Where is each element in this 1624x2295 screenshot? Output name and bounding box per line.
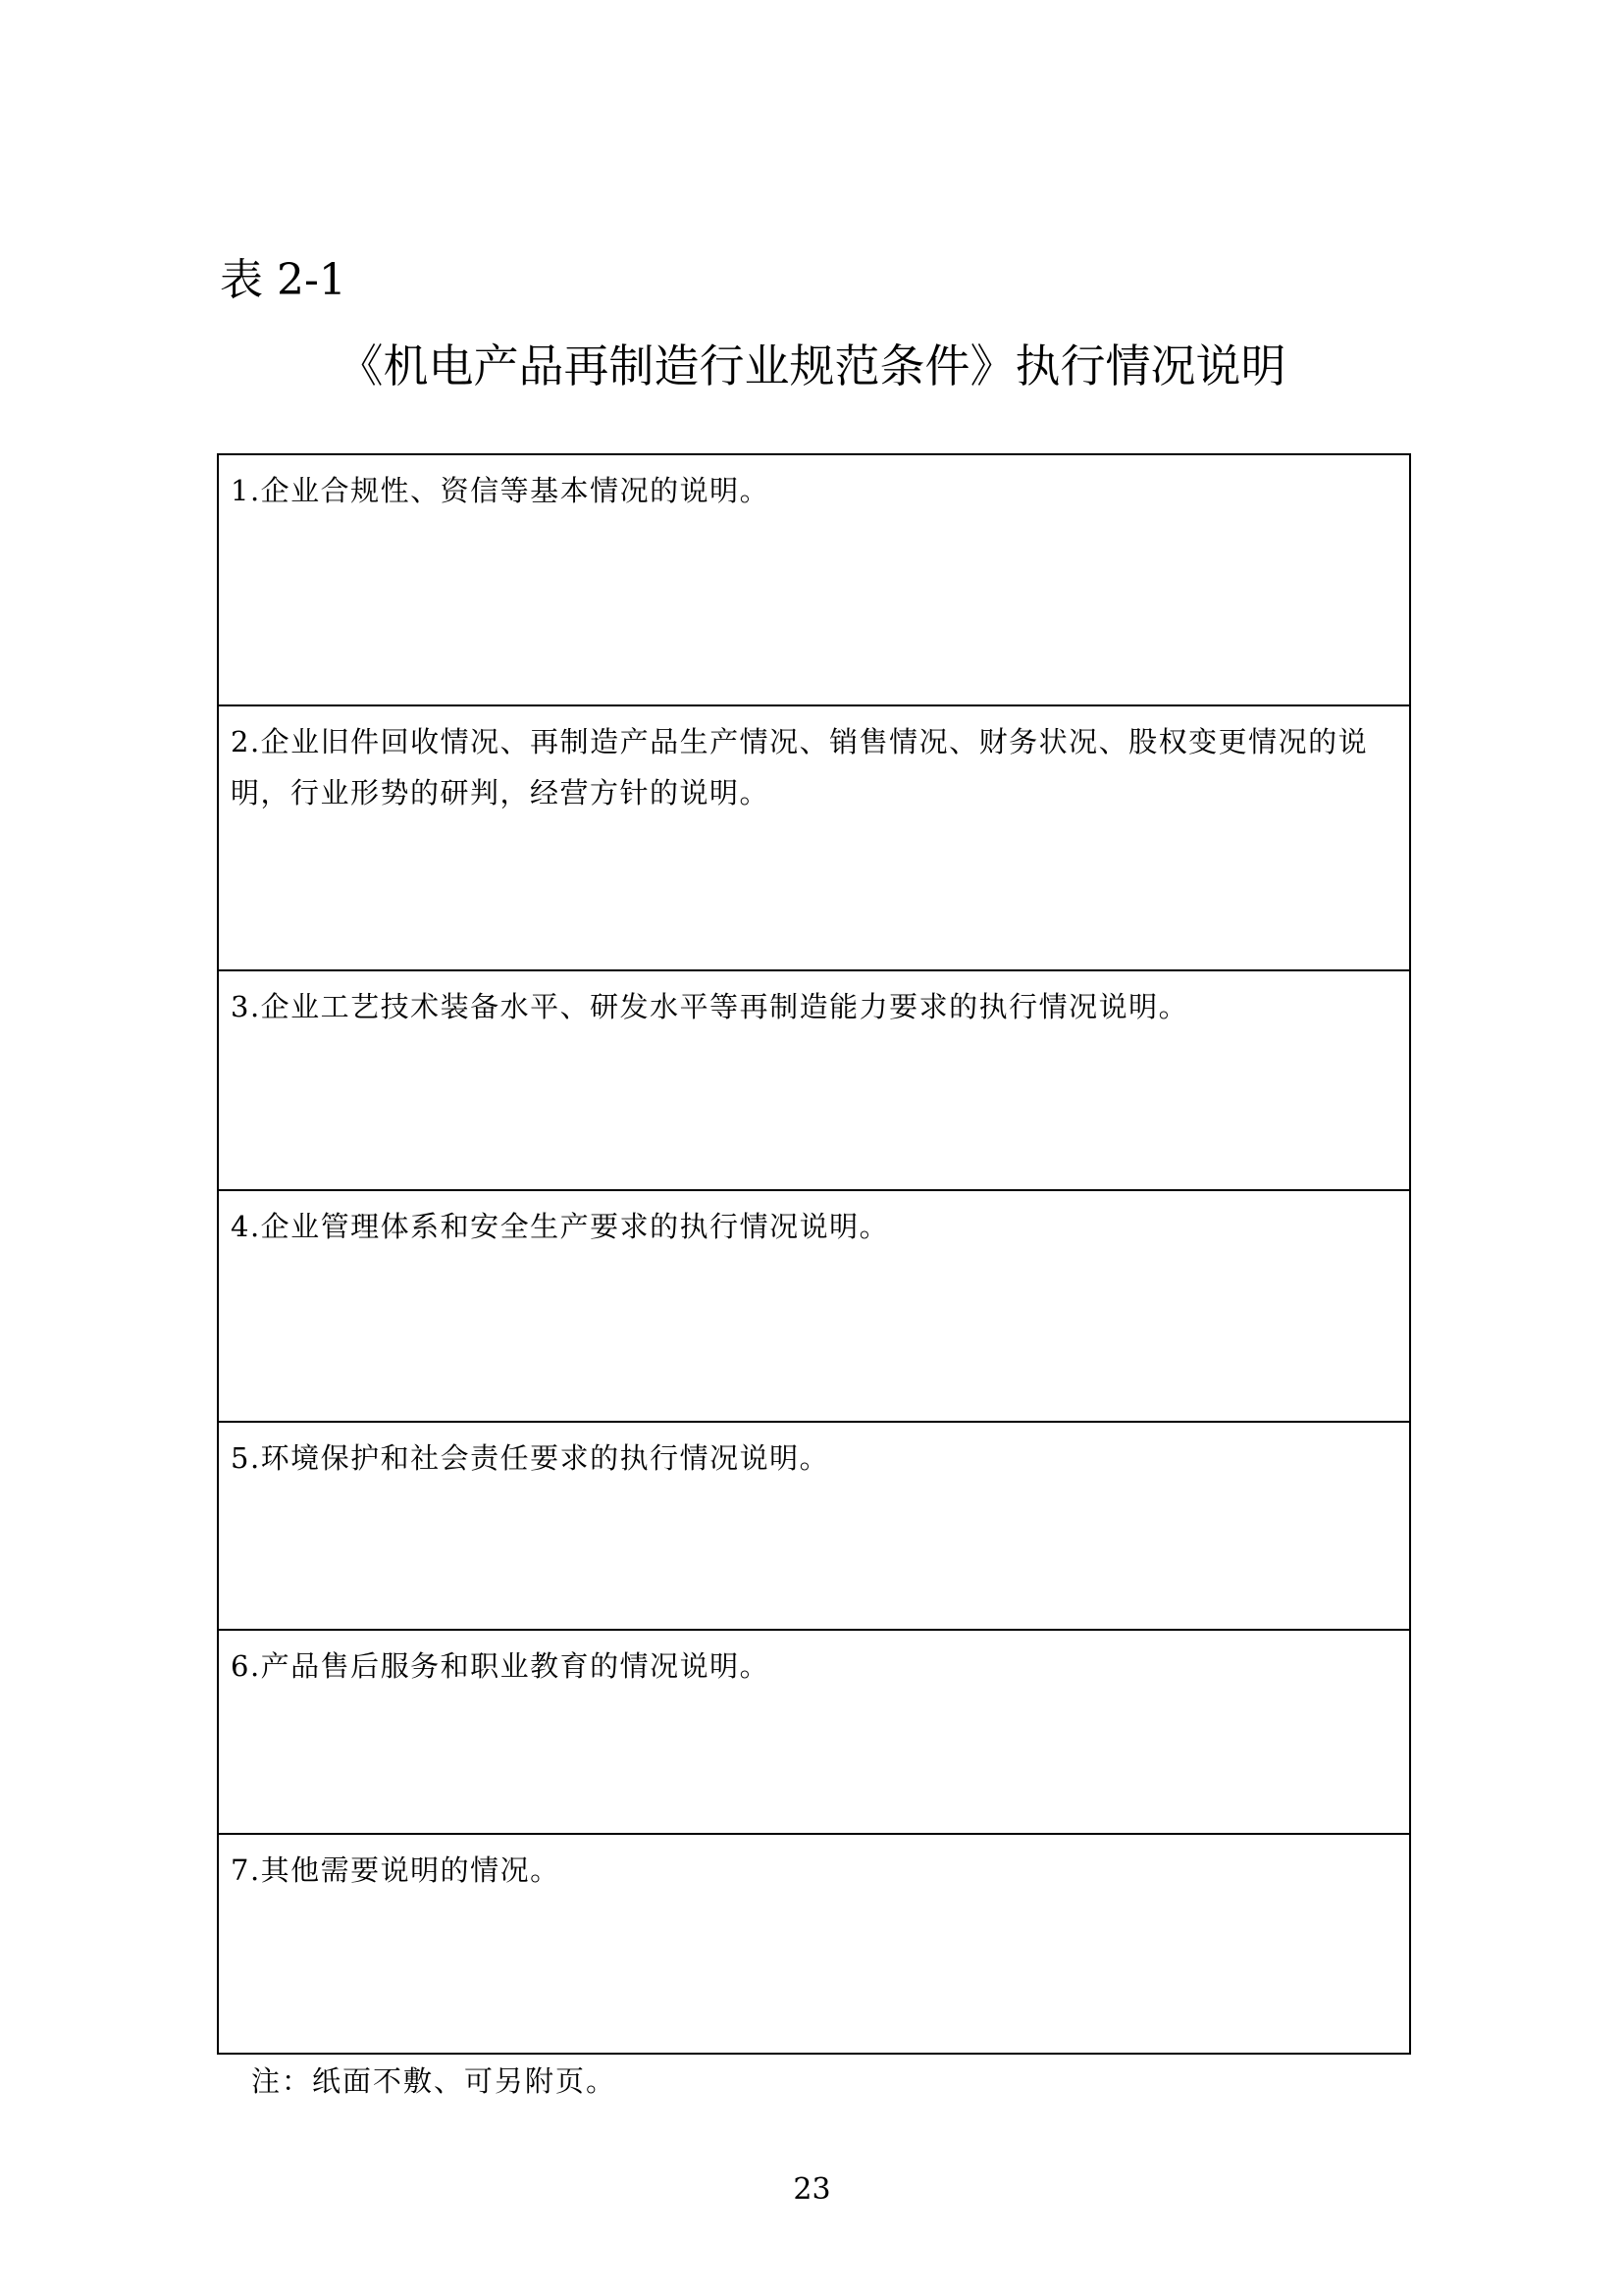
row-label: 3.企业工艺技术装备水平、研发水平等再制造能力要求的执行情况说明。 bbox=[231, 990, 1189, 1023]
document-title: 《机电产品再制造行业规范条件》执行情况说明 bbox=[338, 339, 1286, 392]
row-label: 4.企业管理体系和安全生产要求的执行情况说明。 bbox=[231, 1210, 890, 1243]
table-label: 表 2-1 bbox=[220, 255, 346, 305]
table-row bbox=[219, 1833, 1409, 2053]
table-row bbox=[219, 1421, 1409, 1629]
row-label: 1.企业合规性、资信等基本情况的说明。 bbox=[231, 474, 770, 507]
row-label: 7.其他需要说明的情况。 bbox=[231, 1853, 560, 1887]
footnote: 注：纸面不敷、可另附页。 bbox=[251, 2064, 617, 2098]
table-row bbox=[219, 969, 1409, 1189]
row-label: 2.企业旧件回收情况、再制造产品生产情况、销售情况、财务状况、股权变更情况的说明，行业形势的研判，经营方针的说明。 bbox=[231, 725, 1369, 809]
form-table bbox=[217, 453, 1411, 2055]
table-row bbox=[219, 1189, 1409, 1421]
row-label: 5.环境保护和社会责任要求的执行情况说明。 bbox=[231, 1441, 830, 1475]
table-row bbox=[219, 1629, 1409, 1833]
table-row bbox=[219, 455, 1409, 704]
page-number: 23 bbox=[793, 2172, 831, 2207]
table-row bbox=[219, 704, 1409, 969]
row-label: 6.产品售后服务和职业教育的情况说明。 bbox=[231, 1649, 770, 1683]
